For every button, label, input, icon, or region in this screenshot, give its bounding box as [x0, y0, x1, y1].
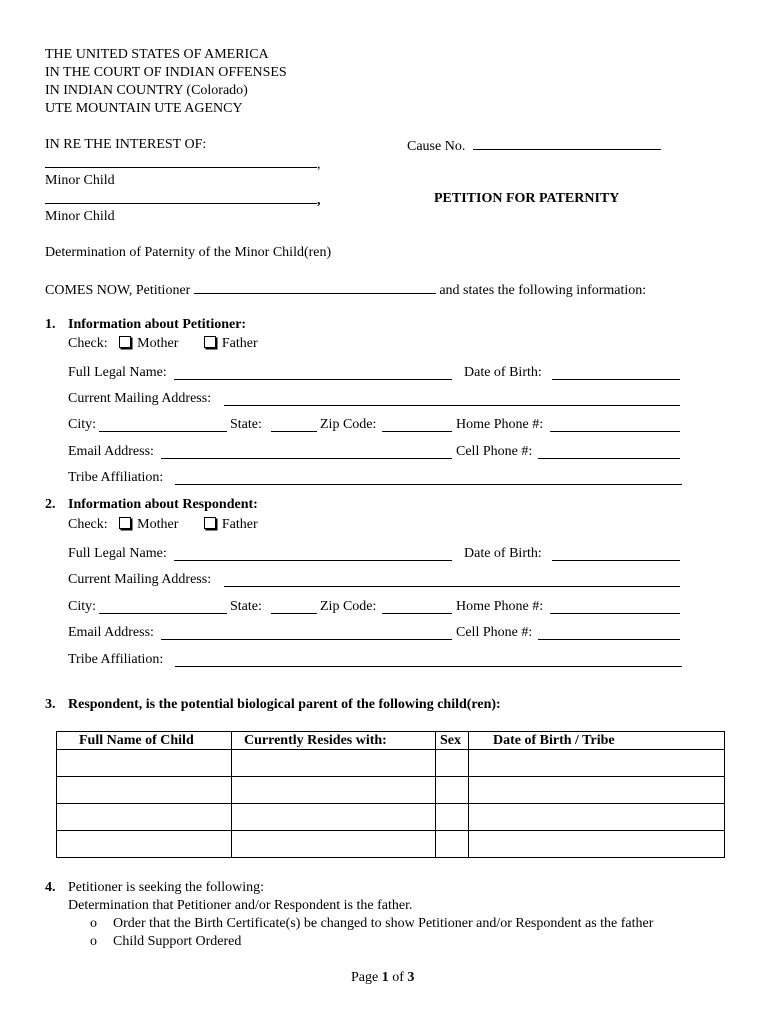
table-cell[interactable] [469, 750, 725, 777]
section1-check-row [68, 336, 258, 352]
petitioner-tribe-row [68, 470, 682, 486]
email-label: Email Address: [68, 444, 154, 459]
minor-child-2-field[interactable] [45, 191, 317, 204]
petitioner-email-field[interactable] [161, 458, 452, 459]
minor-child-1-row [45, 155, 321, 173]
column-header-dob-tribe: Date of Birth / Tribe [469, 732, 725, 750]
respondent-state-field[interactable] [271, 613, 317, 614]
page-number [351, 970, 414, 986]
court-header-line2: IN THE COURT OF INDIAN OFFENSES [45, 65, 287, 80]
section2-title: Information about Respondent: [68, 497, 258, 512]
state-label: State: [230, 599, 262, 614]
court-header-line1: THE UNITED STATES OF AMERICA [45, 47, 269, 62]
minor-child-1-field[interactable] [45, 155, 317, 168]
respondent-address-row [68, 572, 682, 588]
cause-no-text: Cause No. [407, 139, 466, 154]
column-header-sex: Sex [436, 732, 469, 750]
full-legal-name-label: Full Legal Name: [68, 546, 167, 561]
father-label: Father [221, 336, 258, 351]
table-cell[interactable] [436, 777, 469, 804]
mother-label: Mother [137, 517, 179, 532]
check-label: Check: [68, 336, 108, 351]
bullet-icon: o [90, 934, 97, 949]
petitioner-address-row [68, 391, 682, 407]
home-phone-label: Home Phone #: [456, 417, 544, 432]
cell-phone-label: Cell Phone #: [456, 625, 533, 640]
home-phone-label: Home Phone #: [456, 599, 544, 614]
cause-no-label [407, 137, 661, 155]
section4-title: Petitioner is seeking the following: [68, 880, 264, 895]
state-label: State: [230, 417, 262, 432]
column-header-resides-with: Currently Resides with: [232, 732, 436, 750]
in-re-label: IN RE THE INTEREST OF: [45, 137, 207, 152]
section3-number: 3. [45, 697, 56, 712]
city-label: City: [68, 599, 97, 614]
table-row [57, 804, 725, 831]
tribe-label: Tribe Affiliation: [68, 652, 164, 667]
table-cell[interactable] [469, 804, 725, 831]
document-title: PETITION FOR PATERNITY [434, 191, 620, 206]
petitioner-dob-field[interactable] [552, 379, 680, 380]
father-checkbox-icon[interactable] [204, 336, 216, 348]
mother-checkbox-icon[interactable] [119, 517, 131, 529]
table-cell[interactable] [57, 831, 232, 858]
table-cell[interactable] [469, 777, 725, 804]
total-pages: 3 [407, 970, 415, 985]
petitioner-state-field[interactable] [271, 431, 317, 432]
petitioner-cell-phone-field[interactable] [538, 458, 680, 459]
table-row [57, 750, 725, 777]
petitioner-home-phone-field[interactable] [550, 431, 680, 432]
table-cell[interactable] [232, 777, 436, 804]
petitioner-email-row [68, 444, 682, 460]
tribe-label: Tribe Affiliation: [68, 470, 164, 485]
zip-label: Zip Code: [320, 599, 377, 614]
respondent-zip-field[interactable] [382, 613, 452, 614]
comes-now-line [45, 281, 646, 299]
section1-number: 1. [45, 317, 56, 332]
father-label: Father [221, 517, 258, 532]
table-cell[interactable] [436, 750, 469, 777]
table-cell[interactable] [469, 831, 725, 858]
column-header-child-name: Full Name of Child [57, 732, 232, 750]
respondent-email-row [68, 625, 682, 641]
section4-determination: Determination that Petitioner and/or Respondent is the father. [68, 898, 413, 913]
table-cell[interactable] [436, 831, 469, 858]
table-cell[interactable] [232, 804, 436, 831]
comes-now-suffix: and states the following information: [439, 283, 647, 298]
current-page: 1 [381, 970, 389, 985]
respondent-city-row [68, 599, 682, 615]
list-item: Order that the Birth Certificate(s) be changed to show Petitioner and/or Respondent as the father [113, 916, 654, 931]
minor-child-2-row [45, 191, 321, 209]
check-label: Check: [68, 517, 108, 532]
minor-child-2-label: Minor Child [45, 209, 115, 224]
section4-number: 4. [45, 880, 56, 895]
full-legal-name-label: Full Legal Name: [68, 365, 167, 380]
petitioner-name-field[interactable] [194, 281, 436, 294]
petitioner-zip-field[interactable] [382, 431, 452, 432]
of-label: of [392, 970, 404, 985]
petitioner-address-field[interactable] [224, 405, 680, 406]
petitioner-city-row [68, 417, 682, 433]
page-label: Page [351, 970, 379, 985]
table-header-row [57, 732, 725, 750]
section2-check-row [68, 517, 258, 533]
zip-label: Zip Code: [320, 417, 377, 432]
respondent-full-name-field[interactable] [174, 560, 452, 561]
section3-title: Respondent, is the potential biological parent of the following child(ren): [68, 697, 501, 712]
respondent-name-row [68, 546, 682, 562]
comes-now-prefix: COMES NOW, Petitioner [45, 283, 191, 298]
mother-label: Mother [137, 336, 179, 351]
list-item: Child Support Ordered [113, 934, 242, 949]
respondent-city-field[interactable] [99, 613, 227, 614]
city-label: City: [68, 417, 97, 432]
bullet-icon: o [90, 916, 97, 931]
respondent-home-phone-field[interactable] [550, 613, 680, 614]
table-cell[interactable] [232, 750, 436, 777]
respondent-tribe-row [68, 652, 682, 668]
table-cell[interactable] [232, 831, 436, 858]
court-header-line4: UTE MOUNTAIN UTE AGENCY [45, 101, 243, 116]
petitioner-full-name-field[interactable] [174, 379, 452, 380]
comma-1: , [317, 157, 321, 172]
determination-line: Determination of Paternity of the Minor Child(ren) [45, 245, 332, 260]
section2-number: 2. [45, 497, 56, 512]
cell-phone-label: Cell Phone #: [456, 444, 533, 459]
children-table [56, 731, 725, 858]
respondent-tribe-field[interactable] [175, 666, 682, 667]
email-label: Email Address: [68, 625, 154, 640]
petitioner-tribe-field[interactable] [175, 484, 682, 485]
petitioner-name-row [68, 365, 682, 381]
father-checkbox-icon[interactable] [204, 517, 216, 529]
section1-title: Information about Petitioner: [68, 317, 247, 332]
court-header-line3: IN INDIAN COUNTRY (Colorado) [45, 83, 248, 98]
mother-checkbox-icon[interactable] [119, 336, 131, 348]
mailing-address-label: Current Mailing Address: [68, 391, 212, 406]
table-cell[interactable] [57, 750, 232, 777]
mailing-address-label: Current Mailing Address: [68, 572, 212, 587]
table-cell[interactable] [57, 804, 232, 831]
table-row [57, 777, 725, 804]
petitioner-city-field[interactable] [99, 431, 227, 432]
date-of-birth-label: Date of Birth: [464, 365, 542, 380]
table-row [57, 831, 725, 858]
table-cell[interactable] [436, 804, 469, 831]
respondent-address-field[interactable] [224, 586, 680, 587]
cause-no-field[interactable] [473, 137, 661, 150]
table-cell[interactable] [57, 777, 232, 804]
respondent-email-field[interactable] [161, 639, 452, 640]
comma-2: , [317, 193, 321, 208]
minor-child-1-label: Minor Child [45, 173, 115, 188]
respondent-dob-field[interactable] [552, 560, 680, 561]
respondent-cell-phone-field[interactable] [538, 639, 680, 640]
date-of-birth-label: Date of Birth: [464, 546, 542, 561]
